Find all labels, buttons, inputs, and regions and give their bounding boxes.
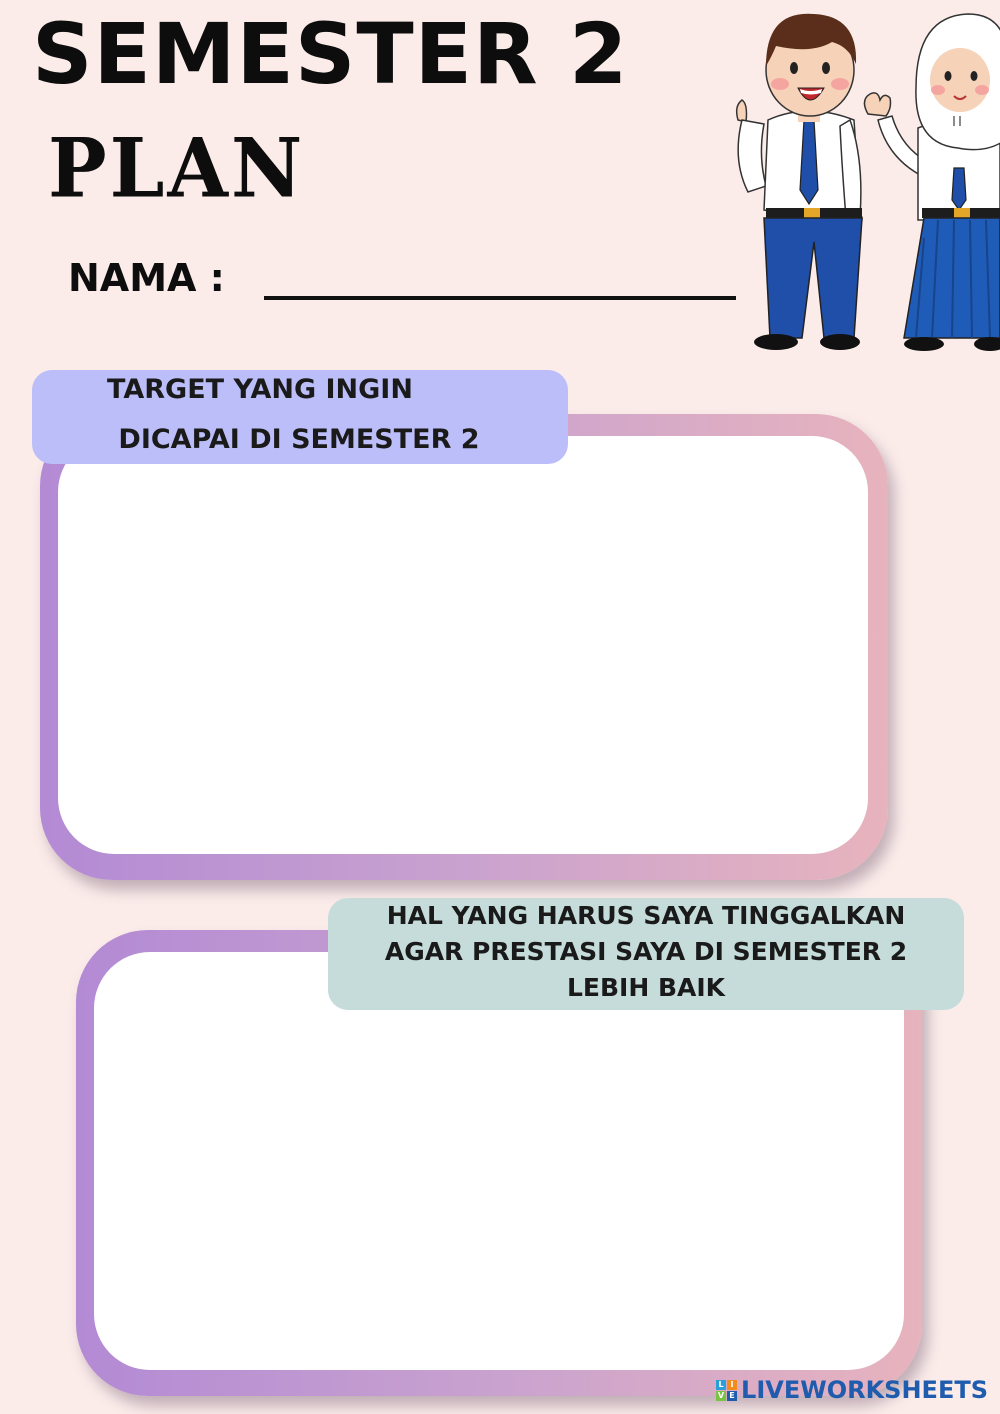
liveworksheets-watermark	[716, 1376, 988, 1404]
logo-letter-l: L	[716, 1380, 726, 1390]
logo-letter-v: V	[717, 1390, 725, 1400]
section-target-label	[32, 370, 568, 464]
boy-figure	[737, 14, 862, 350]
section-leave-behind-label-line1: HAL YANG HARUS SAYA TINGGALKAN	[386, 901, 906, 930]
section-target-frame	[40, 414, 888, 880]
logo-letter-i: I	[727, 1380, 737, 1390]
section-target-answer-area[interactable]	[58, 436, 868, 854]
liveworksheets-text: LIVEWORKSHEETS	[741, 1376, 988, 1404]
school-children-illustration	[728, 8, 1000, 360]
name-label: NAMA :	[68, 256, 225, 300]
section-leave-behind-label	[328, 898, 964, 1010]
liveworksheets-logo-icon	[716, 1380, 737, 1401]
title-semester: SEMESTER 2	[32, 5, 629, 103]
section-leave-behind-label-line3: LEBIH BAIK	[566, 973, 726, 1002]
logo-letter-e: E	[727, 1391, 737, 1401]
name-input-line[interactable]	[264, 296, 736, 300]
girl-figure	[864, 14, 1000, 351]
section-leave-behind-answer-area[interactable]	[94, 952, 904, 1370]
title-plan: PLAN	[48, 120, 306, 217]
section-leave-behind-label-line2: AGAR PRESTASI SAYA DI SEMESTER 2	[384, 937, 908, 966]
section-target-label-line1: TARGET YANG INGIN	[107, 374, 413, 405]
section-target-label-line2: DICAPAI DI SEMESTER 2	[118, 424, 480, 455]
